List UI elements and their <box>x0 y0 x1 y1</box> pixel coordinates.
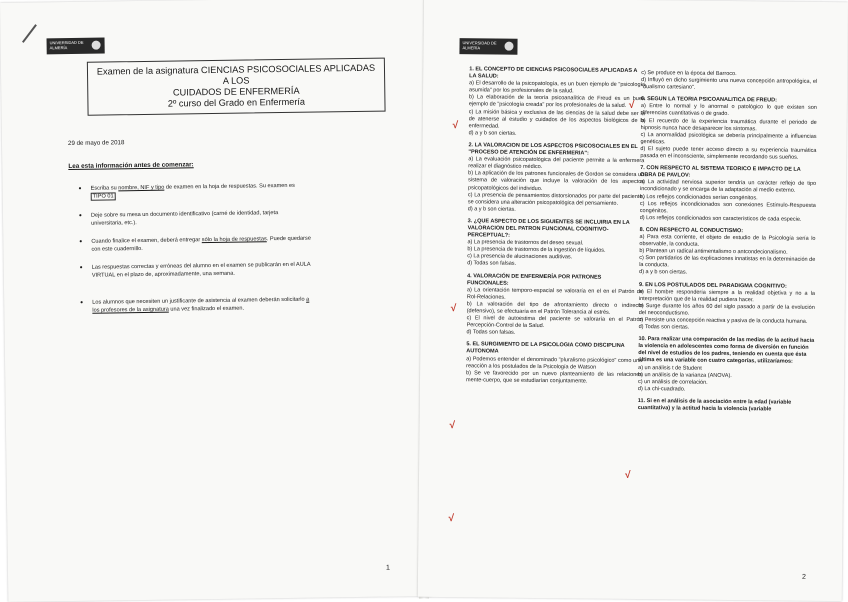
answer-option: a) La evaluación psicopatológica del paciente permite a la enfermera realizar el diagnóstico médico. <box>468 156 645 171</box>
answer-option: c) La anormalidad psicológica se debería principalmente a influencias genéticas. <box>640 131 817 146</box>
answer-option: a) un análisis t de Student <box>638 364 702 372</box>
question-title: 10. Para realizar una comparación de las medias de la actitud hacia la violencia en adolescentes como forma de diversión en función del nivel de estudios de los padres, teniendo en cuenta que ésta última es una variable con cuatro categorías, utilizaríamos: <box>638 336 815 366</box>
question-block <box>468 142 645 215</box>
answer-option: a) La presencia de trastornos del deseo sexual. <box>467 239 584 247</box>
title-line: 2º curso del Grado en Enfermería <box>167 96 306 109</box>
instructions-heading: Lea esta información antes de comenzar: <box>68 161 194 171</box>
answer-option: b) Surge durante los años 60 del siglo pasado a partir de la evolución del neoconductismo. <box>638 302 815 317</box>
question-block <box>638 336 815 395</box>
emblem-icon <box>504 42 513 51</box>
question-block <box>466 273 643 339</box>
answer-option: b) La elaboración de la teoría psicoanalítica de Freud es un buen ejemplo de "psicología creada" por los profesionales de la salud. <box>468 94 645 110</box>
university-logo <box>47 38 105 55</box>
question-title: 5. EL SURGIMIENTO DE LA PSICOLOGIA COMO DISCIPLINA AUTONOMA <box>466 341 625 356</box>
question-block <box>639 227 816 278</box>
answer-option: a) La actividad nerviosa superior tendría un carácter reflejo de tipo incondicionado y se encarga de la adaptación al medio externo. <box>639 179 817 195</box>
answer-option: b) El recuerdo de la experiencia traumática durante el periodo de hipnosis nunca hace desaparecer los síntomas. <box>640 117 817 132</box>
answer-option: c) Persiste una concepción reactiva y pasiva de la conducta humana. <box>638 317 808 325</box>
answer-option: c) un análisis de correlación. <box>637 378 708 386</box>
question-block <box>466 342 642 386</box>
answer-option: c) El nivel de autoestima del paciente se valoraría en el Patrón Percepción-Control de la Salud. <box>466 315 643 330</box>
answer-option: d) Todas son falsas. <box>467 260 517 268</box>
answer-option: d) a y b son ciertas. <box>468 130 517 137</box>
question-title: 4. VALORACIÓN DE ENFERMERÍA POR PATRONES FUNCIONALES: <box>466 272 602 287</box>
instruction-item: • Las respuestas correctas y erróneas del alumno en el examen se publicarán en el AULA VIRTUAL en el plazo de, aproximadamente, una semana. <box>92 261 312 280</box>
red-check-mark: √ <box>624 469 631 481</box>
question-block <box>639 282 816 333</box>
answer-option: b) Se ve favorecido por un nuevo planteamiento de las relaciones mente-cuerpo, que se estudiarían conjuntamente. <box>465 369 643 385</box>
exam-title-box <box>87 58 386 116</box>
answer-option: b) Los reflejos condicionados serían congénitos. <box>639 193 758 201</box>
question-title: 9. EN LOS POSTULADOS DEL PARADIGMA COGNITIVO: <box>638 281 787 290</box>
question-title: 3. ¿QUE ASPECTO DE LOS SIGUIENTES SE INCLUIRIA EN LA VALORACION DEL PATRON FUNCIONAL COGNITIVO-PERCEPTUAL?: <box>467 218 630 239</box>
question-block <box>640 96 817 162</box>
title-line: Examen de la asignatura CIENCIAS PSICOSOCIALES APLICADAS A LOS <box>96 62 376 86</box>
answer-option: d) a y b son ciertas. <box>639 269 688 276</box>
instruction-item: • Deje sobre su mesa un documento identificativo (carné de identidad, tarjeta universitaria, etc.). <box>91 209 311 228</box>
question-title: 1. EL CONCEPTO DE CIENCIAS PSICOSOCIALES APLICADAS A LA SALUD: <box>469 66 638 80</box>
question-block <box>640 165 817 224</box>
red-check-mark: √ <box>452 120 459 132</box>
answer-option: d) El sujeto puede tener acceso directo a su experiencia traumática pasada en el inconsciente, simplemente recordando sus sueños. <box>640 145 817 161</box>
instruction-item: • Los alumnos que necesiten un justificante de asistencia al examen deberán solicitarlo a los profesores de la asignatura una vez finalizado el examen. <box>92 296 312 315</box>
question-column-2 <box>638 70 818 419</box>
emblem-icon <box>92 41 101 50</box>
question-title: 6. SEGUN LA TEORIA PSICOANALITICA DE FREUD: <box>640 96 777 104</box>
question-block <box>467 218 644 269</box>
question-title: 11. Si en el análisis de la asociación entre la edad (variable cuantitativa) y la actitud hacia la violencia (variable <box>637 397 792 413</box>
answer-option: a) La orientación temporo-espacial se valoraría en el en el Patrón de Rol-Relaciones. <box>466 286 643 301</box>
title-line: CUIDADOS DE ENFERMERÍA <box>172 85 300 98</box>
university-logo <box>459 38 517 55</box>
answer-option: d) a y b son ciertas. <box>467 206 516 213</box>
answer-option: c) La misión básica y exclusiva de las ciencias de la salud debe ser la de atenerse al estudio y cuidados de los aspectos biológicos de la enfermedad. <box>468 108 645 130</box>
question-title: 7. CON RESPECTO AL SISTEMA TEORICO E IMPACTO DE LA OBRA DE PAVLOV: <box>640 165 801 179</box>
answer-option: a) Podemos entender el denominado "pluralismo psicológico" como una reacción a los postulados de la Psicología de Watson <box>466 355 643 371</box>
answer-option: c) Son partidarios de las explicaciones innatistas en la determinación de la conducta. <box>639 255 816 269</box>
question-title: 8. CON RESPECTO AL CONDUCTISMO: <box>639 226 744 235</box>
page-number: 1 <box>385 564 390 572</box>
red-check-mark: √ <box>449 420 456 432</box>
answer-option: b) La valoración del tipo de afrontamiento directo o indirecto (defensivo), se efectuaría en el Patrón Tolerancia al estrés. <box>466 301 643 316</box>
answer-option: a) Para esta corriente, el objeto de estudio de la Psicología sería lo observable, la conducta. <box>639 234 816 248</box>
answer-option: d) Influyó en dicho surgimiento una nueva concepción antropológica, el "dualismo cartesiano". <box>641 77 818 91</box>
page-right <box>418 0 848 601</box>
answer-option: d) Los reflejos condicionados son característicos de cada especie. <box>639 214 802 223</box>
answer-option: a) Entre lo normal y lo anormal o patológico lo que existen son diferencias cuantitativas o de grado. <box>640 103 817 118</box>
question-block <box>469 66 646 139</box>
answer-option: c) Los reflejos incondicionados son conexiones Estímulo-Respuesta congénitos. <box>639 200 816 215</box>
answer-option: b) La aplicación de los patrones funcionales de Gordon se considera un sistema de valoración que incluye la valoración de los aspectos psicopatológicos del individuo. <box>467 170 645 192</box>
instruction-item: • Escriba su nombre, NIF y tipo de examen en la hoja de respuestas. Su examen es TIPO 01 <box>91 182 311 201</box>
question-title: 2. LA VALORACION DE LOS ASPECTOS PSICOSOCIALES EN EL "PROCESO DE ATENCIÓN DE ENFERMERIA": <box>468 142 638 157</box>
answer-option: d) Todas son ciertas. <box>638 324 690 331</box>
red-check-mark: √ <box>628 99 635 111</box>
exam-type-box: TIPO 01 <box>91 193 116 201</box>
answer-option: a) El hombre respondería siempre a la realidad objetiva y no a la interpretación que de la realidad pudiera hacer. <box>638 288 815 303</box>
question-column-1 <box>466 66 645 391</box>
answer-option: d) Todas son falsas. <box>466 329 516 337</box>
question-block <box>638 398 814 414</box>
answer-option: c) La presencia de alucinaciones auditivas. <box>467 253 573 261</box>
answer-option: d) La chi-cuadrado. <box>637 385 686 393</box>
red-check-mark: √ <box>450 303 457 315</box>
answer-option: c) Se produce en la época del Barroco. <box>641 70 737 78</box>
answer-option: c) La presencia de pensamientos distorsionados por parte del paciente, se considera una alteración psicopatológica del pensamiento. <box>467 191 644 207</box>
exam-date: 29 de mayo de 2018 <box>67 139 125 148</box>
question-block <box>641 70 817 93</box>
logo-text: UNIVERSIDAD DE ALMERÍA <box>49 39 84 51</box>
answer-option: b) Plantean un radical antimentalismo o antcondecionalismo. <box>639 248 788 256</box>
logo-text: UNIVERSIDAD DE ALMERÍA <box>462 40 497 51</box>
instruction-item: • Cuando finalice el examen, deberá entregar sólo la hoja de respuestas. Puede quedarse con este cuadernillo. <box>91 235 311 254</box>
answer-option: b) La presencia de trastornos de la ingestión de líquidos. <box>467 246 606 254</box>
page-number: 2 <box>801 573 806 581</box>
answer-option: a) El desarrollo de la psicopatología, es un buen ejemplo de "psicología asumida" por los profesionales de la salud. <box>469 80 646 95</box>
red-check-mark: √ <box>448 513 455 525</box>
pencil-mark <box>22 24 37 43</box>
answer-option: b) un análisis de la varianza (ANOVA). <box>638 371 732 379</box>
